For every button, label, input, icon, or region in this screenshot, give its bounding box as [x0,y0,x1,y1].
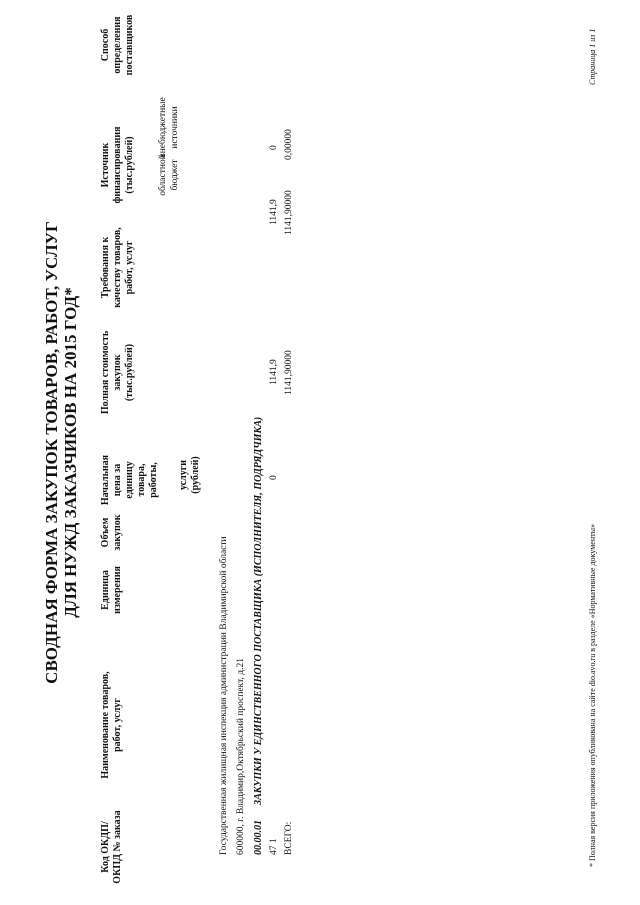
header-code: Код ОКДП/ ОКПД № заказа [100,810,123,884]
header-name: Наименование товаров, работ, услуг [100,671,123,779]
total-regional: 1141,90000 [284,190,294,235]
header-price-sub: услуги (рублей) [178,456,201,494]
header-volume: Объем закупок [100,514,123,551]
organization-name: Государственная жилищная инспекция администрации Владимирской области [219,536,229,855]
page-number: Страница 1 из 1 [588,28,597,85]
total-amount: 1141,90000 [284,350,294,395]
row-price: 0 [269,475,279,480]
document-title-line-2: ДЛЯ НУЖД ЗАКАЗЧИКОВ НА 2015 ГОД* [61,287,80,618]
organization-address: 600000, г. Владимир,Октябрьский проспект, д.21 [236,657,246,855]
header-source-extra: внебюджетные источники [158,97,180,158]
header-method: Способ определения поставщиков [100,14,135,76]
section-code: 00.00.01 [253,820,264,855]
header-price: Начальная цена за единицу товара, работы, [100,454,159,506]
total-label: ВСЕГО: [284,821,294,855]
row-total: 1141,9 [269,359,279,385]
section-title: ЗАКУПКИ У ЕДИНСТВЕННОГО ПОСТАВЩИКА (ИСПОЛНИТЕЛЯ, ПОДРЯДЧИКА) [253,416,264,805]
row-regional: 1141,9 [269,199,279,225]
header-source-regional: областной бюджет [158,154,180,196]
header-source: Источник финансирования (тыс.рублей) [100,126,135,204]
header-unit: Единица измерения [100,566,123,614]
row-code: 47 1 [269,838,279,855]
document-title-line-1: СВОДНАЯ ФОРМА ЗАКУПОК ТОВАРОВ, РАБОТ, УСЛУГ [42,221,61,684]
row-extra: 0 [269,145,279,150]
footnote: * Полная версия приложения опубликована на сайте dio.avo.ru в разделе «Нормативные документы» [588,524,597,867]
header-total: Полная стоимость закупок (тыс.рублей) [100,330,135,415]
header-requirements: Требования к качеству товаров, работ, услуг [100,227,135,308]
total-extra: 0,00000 [284,129,294,160]
